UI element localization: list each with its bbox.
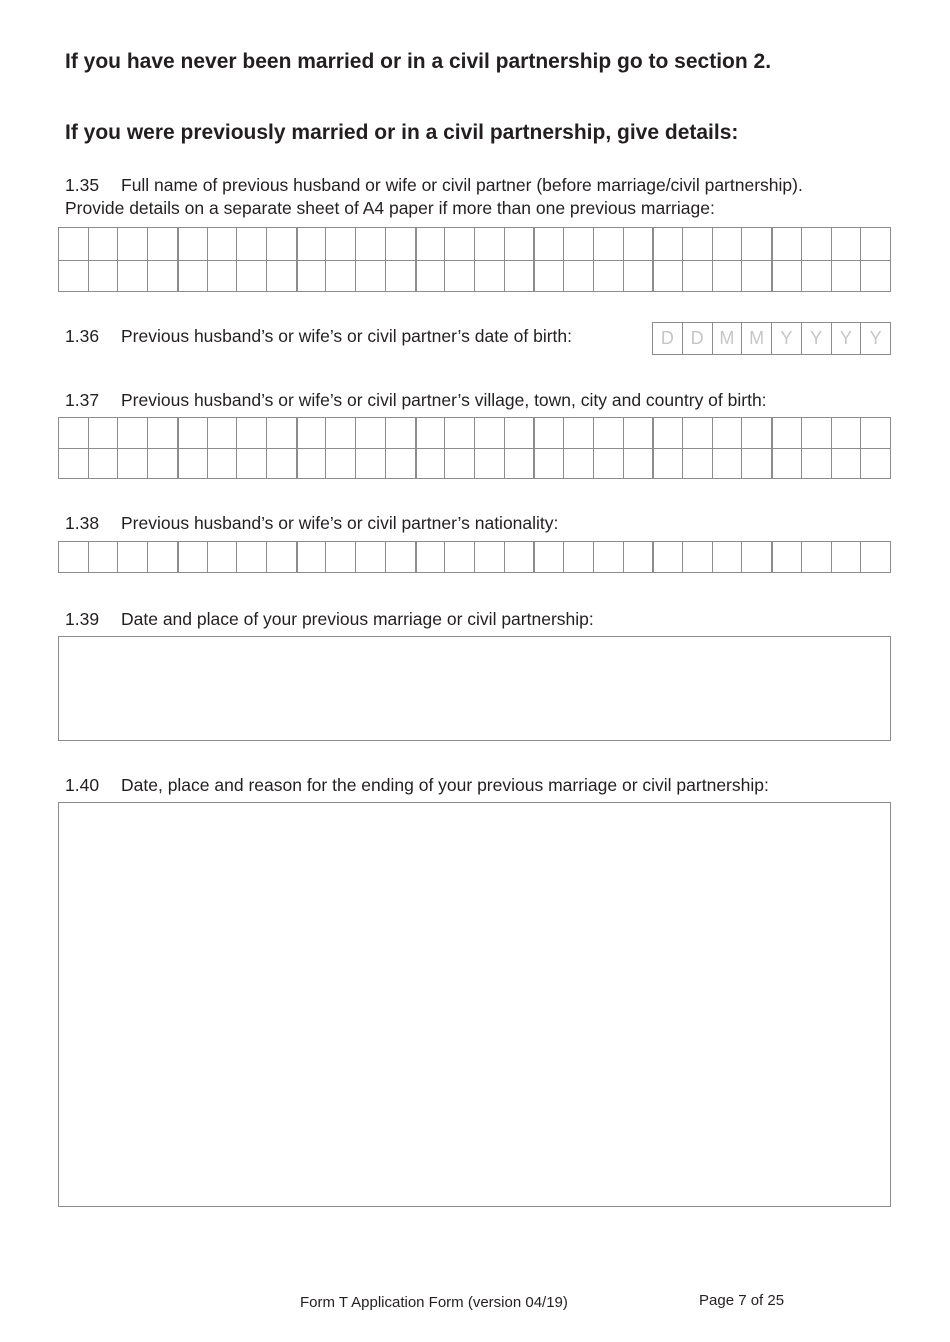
character-box[interactable] <box>741 418 771 448</box>
character-box[interactable] <box>266 542 296 572</box>
character-box[interactable] <box>207 418 237 448</box>
character-box[interactable] <box>682 228 712 260</box>
character-box[interactable] <box>117 448 147 478</box>
character-box[interactable] <box>147 418 177 448</box>
character-box[interactable] <box>415 228 445 260</box>
character-box[interactable] <box>801 260 831 292</box>
character-box[interactable] <box>682 542 712 572</box>
character-box[interactable] <box>860 542 890 572</box>
character-box[interactable] <box>236 448 266 478</box>
character-box[interactable] <box>207 260 237 292</box>
question-1-35-label <box>65 174 803 220</box>
character-box[interactable] <box>771 228 801 260</box>
character-box[interactable] <box>385 418 415 448</box>
character-box[interactable] <box>147 448 177 478</box>
character-box[interactable] <box>652 542 682 572</box>
previous-partner-dob-input[interactable] <box>652 322 891 355</box>
character-box[interactable] <box>444 260 474 292</box>
character-box[interactable] <box>117 418 147 448</box>
character-box[interactable] <box>207 448 237 478</box>
character-box[interactable] <box>741 448 771 478</box>
character-box[interactable] <box>682 448 712 478</box>
character-box[interactable] <box>58 542 88 572</box>
question-number: 1.37 <box>65 390 100 410</box>
character-box[interactable] <box>385 448 415 478</box>
footer-form-name: Form T Application Form (version 04/19) <box>300 1294 568 1311</box>
character-box[interactable] <box>296 448 326 478</box>
character-box[interactable] <box>385 260 415 292</box>
dob-day-digit[interactable]: D <box>652 323 682 354</box>
character-box[interactable] <box>712 260 742 292</box>
character-box[interactable] <box>712 542 742 572</box>
question-1-36-label <box>65 325 572 348</box>
character-box[interactable] <box>682 418 712 448</box>
character-box[interactable] <box>593 448 623 478</box>
character-box[interactable] <box>771 542 801 572</box>
character-box[interactable] <box>831 260 861 292</box>
character-box[interactable] <box>58 448 88 478</box>
character-box[interactable] <box>296 228 326 260</box>
character-box[interactable] <box>682 260 712 292</box>
character-box[interactable] <box>593 228 623 260</box>
question-1-39-label <box>65 608 594 631</box>
dob-month-digit[interactable]: M <box>712 323 742 354</box>
dob-day-digit[interactable]: D <box>682 323 712 354</box>
question-text-line2: Provide details on a separate sheet of A4 paper if more than one previous marriage: <box>65 198 715 218</box>
question-1-37-label <box>65 389 767 412</box>
character-box[interactable] <box>801 542 831 572</box>
character-box[interactable] <box>860 260 890 292</box>
character-box[interactable] <box>831 418 861 448</box>
character-box[interactable] <box>266 448 296 478</box>
character-box[interactable] <box>88 228 118 260</box>
character-box[interactable] <box>652 260 682 292</box>
previous-marriage-date-place-textarea[interactable] <box>58 636 891 741</box>
character-box[interactable] <box>236 228 266 260</box>
character-box[interactable] <box>296 418 326 448</box>
character-box[interactable] <box>207 542 237 572</box>
character-box[interactable] <box>58 228 88 260</box>
character-box[interactable] <box>58 418 88 448</box>
character-box[interactable] <box>533 542 563 572</box>
character-box[interactable] <box>801 228 831 260</box>
character-box[interactable] <box>741 228 771 260</box>
character-box[interactable] <box>652 418 682 448</box>
character-box[interactable] <box>385 228 415 260</box>
dob-year-digit[interactable]: Y <box>801 323 831 354</box>
question-text: Date, place and reason for the ending of your previous marriage or civil partnership: <box>121 775 769 795</box>
footer-page-number: Page 7 of 25 <box>699 1292 785 1309</box>
character-box[interactable] <box>504 260 534 292</box>
character-box[interactable] <box>266 260 296 292</box>
character-box[interactable] <box>801 418 831 448</box>
character-box[interactable] <box>147 228 177 260</box>
dob-year-digit[interactable]: Y <box>771 323 801 354</box>
character-box[interactable] <box>533 448 563 478</box>
character-box[interactable] <box>177 228 207 260</box>
character-box[interactable] <box>474 542 504 572</box>
character-box[interactable] <box>355 228 385 260</box>
character-box[interactable] <box>325 418 355 448</box>
character-box[interactable] <box>771 418 801 448</box>
character-box[interactable] <box>474 260 504 292</box>
character-box[interactable] <box>88 260 118 292</box>
character-box[interactable] <box>444 448 474 478</box>
question-text: Date and place of your previous marriage or civil partnership: <box>121 609 594 629</box>
character-box[interactable] <box>355 542 385 572</box>
character-box[interactable] <box>355 448 385 478</box>
heading-previously-married: If you were previously married or in a civil partnership, give details: <box>65 121 739 144</box>
character-box[interactable] <box>623 260 653 292</box>
question-number: 1.36 <box>65 326 100 346</box>
character-box[interactable] <box>325 260 355 292</box>
character-box[interactable] <box>652 228 682 260</box>
character-box[interactable] <box>593 260 623 292</box>
character-box[interactable] <box>563 228 593 260</box>
character-box[interactable] <box>355 418 385 448</box>
character-box[interactable] <box>147 542 177 572</box>
character-box[interactable] <box>444 418 474 448</box>
character-box[interactable] <box>563 260 593 292</box>
character-box[interactable] <box>652 448 682 478</box>
character-box[interactable] <box>177 418 207 448</box>
character-box[interactable] <box>474 228 504 260</box>
character-box[interactable] <box>563 542 593 572</box>
character-box[interactable] <box>563 418 593 448</box>
character-box[interactable] <box>623 448 653 478</box>
character-box[interactable] <box>177 542 207 572</box>
character-box[interactable] <box>771 448 801 478</box>
character-box[interactable] <box>236 418 266 448</box>
heading-never-married: If you have never been married or in a civil partnership go to section 2. <box>65 50 772 73</box>
character-box[interactable] <box>355 260 385 292</box>
question-number: 1.40 <box>65 775 100 795</box>
character-box[interactable] <box>593 542 623 572</box>
character-box[interactable] <box>147 260 177 292</box>
previous-partner-name-input-grid[interactable] <box>58 227 891 292</box>
character-box[interactable] <box>415 418 445 448</box>
character-box[interactable] <box>712 418 742 448</box>
previous-partner-nationality-input-grid[interactable] <box>58 541 891 573</box>
character-box[interactable] <box>117 542 147 572</box>
character-box[interactable] <box>117 228 147 260</box>
character-box[interactable] <box>623 542 653 572</box>
character-box[interactable] <box>88 542 118 572</box>
character-box[interactable] <box>801 448 831 478</box>
character-box[interactable] <box>504 542 534 572</box>
character-box[interactable] <box>325 448 355 478</box>
dob-year-digit[interactable]: Y <box>831 323 861 354</box>
question-number: 1.35 <box>65 175 100 195</box>
character-box[interactable] <box>831 228 861 260</box>
character-box[interactable] <box>533 418 563 448</box>
character-box[interactable] <box>236 260 266 292</box>
character-box[interactable] <box>563 448 593 478</box>
character-box[interactable] <box>712 448 742 478</box>
character-box[interactable] <box>444 228 474 260</box>
question-number: 1.39 <box>65 609 100 629</box>
character-box[interactable] <box>741 542 771 572</box>
question-number: 1.38 <box>65 513 100 533</box>
character-box[interactable] <box>177 448 207 478</box>
question-1-38-label <box>65 512 558 535</box>
character-box[interactable] <box>415 542 445 572</box>
character-box[interactable] <box>325 542 355 572</box>
character-box[interactable] <box>177 260 207 292</box>
character-box[interactable] <box>860 228 890 260</box>
previous-partner-birthplace-input-grid[interactable] <box>58 417 891 479</box>
question-text: Previous husband’s or wife’s or civil partner’s village, town, city and country of birth: <box>121 390 767 410</box>
character-box[interactable] <box>593 418 623 448</box>
character-box[interactable] <box>831 542 861 572</box>
character-box[interactable] <box>385 542 415 572</box>
character-box[interactable] <box>236 542 266 572</box>
question-text-line1: Full name of previous husband or wife or civil partner (before marriage/civil partnership). <box>121 175 803 195</box>
character-box[interactable] <box>504 448 534 478</box>
character-box[interactable] <box>623 228 653 260</box>
character-box[interactable] <box>741 260 771 292</box>
character-box[interactable] <box>474 418 504 448</box>
character-box[interactable] <box>266 418 296 448</box>
character-box[interactable] <box>266 228 296 260</box>
question-1-40-label <box>65 774 769 797</box>
character-box[interactable] <box>504 228 534 260</box>
character-box[interactable] <box>712 228 742 260</box>
dob-month-digit[interactable]: M <box>741 323 771 354</box>
character-box[interactable] <box>88 448 118 478</box>
character-box[interactable] <box>415 260 445 292</box>
character-box[interactable] <box>771 260 801 292</box>
character-box[interactable] <box>444 542 474 572</box>
character-box[interactable] <box>504 418 534 448</box>
character-box[interactable] <box>296 260 326 292</box>
character-box[interactable] <box>533 260 563 292</box>
character-box[interactable] <box>88 418 118 448</box>
character-box[interactable] <box>117 260 147 292</box>
character-box[interactable] <box>325 228 355 260</box>
character-box[interactable] <box>58 260 88 292</box>
character-box[interactable] <box>415 448 445 478</box>
character-box[interactable] <box>533 228 563 260</box>
question-text: Previous husband’s or wife’s or civil partner’s date of birth: <box>121 326 573 346</box>
character-box[interactable] <box>296 542 326 572</box>
character-box[interactable] <box>860 418 890 448</box>
marriage-ending-details-textarea[interactable] <box>58 802 891 1207</box>
character-box[interactable] <box>474 448 504 478</box>
character-box[interactable] <box>623 418 653 448</box>
character-box[interactable] <box>207 228 237 260</box>
character-box[interactable] <box>860 448 890 478</box>
question-text: Previous husband’s or wife’s or civil partner’s nationality: <box>121 513 559 533</box>
character-box[interactable] <box>831 448 861 478</box>
dob-year-digit[interactable]: Y <box>860 323 890 354</box>
